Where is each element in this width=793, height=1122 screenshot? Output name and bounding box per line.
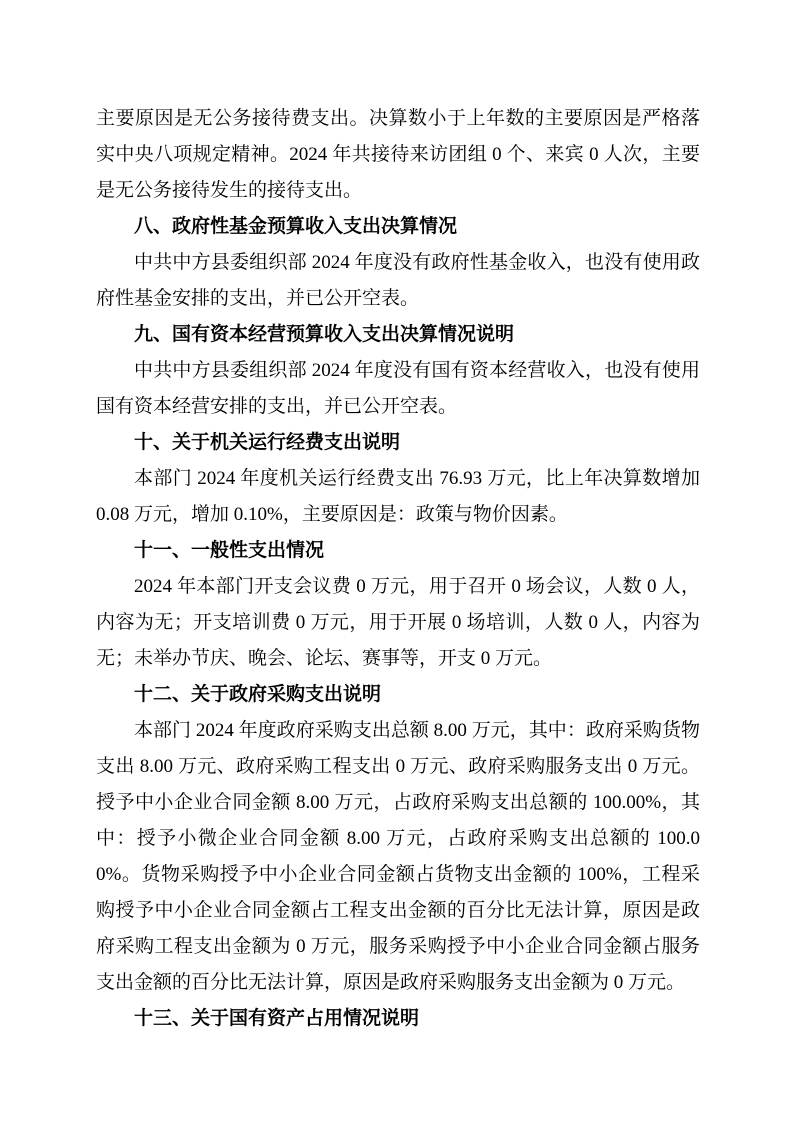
- heading-section-8-government-fund-budget: 八、政府性基金预算收入支出决算情况: [134, 216, 458, 237]
- heading-section-12-government-procurement: 十二、关于政府采购支出说明: [134, 684, 382, 705]
- paragraph-government-procurement: 本部门 2024 年度政府采购支出总额 8.00 万元，其中：政府采购货物支出 8.00 万元、政府采购工程支出 0 万元、政府采购服务支出 0 万元。授予中小企业合同金额 8.00 万元，占政府采购支出总额的 100.00%，其中：授予小微企业合同金额 8.00 万元，占政府采购支出总额的 100.00%。货物采购授予中小企业合同金额占货物支出金额的 100%，工程采购授予中小企业合同金额占工程支出金额的百分比无法计算，原因是政府采购工程支出金额为 0 万元，服务采购授予中小企业合同金额占服务支出金额的百分比无法计算，原因是政府采购服务支出金额为 0 万元。: [96, 720, 700, 993]
- paragraph-state-capital-operation-budget: 中共中方县委组织部 2024 年度没有国有资本经营收入，也没有使用国有资本经营安排的支出，并已公开空表。: [96, 360, 700, 417]
- heading-section-9-state-capital-operation-budget: 九、国有资本经营预算收入支出决算情况说明: [134, 324, 515, 345]
- heading-section-10-agency-operating-expenses: 十、关于机关运行经费支出说明: [134, 432, 401, 453]
- heading-section-13-state-owned-assets: 十三、关于国有资产占用情况说明: [134, 1008, 420, 1029]
- heading-section-11-general-expenditure: 十一、一般性支出情况: [134, 540, 325, 561]
- paragraph-agency-operating-expenses: 本部门 2024 年度机关运行经费支出 76.93 万元，比上年决算数增加 0.08 万元，增加 0.10%，主要原因是：政策与物价因素。: [96, 468, 700, 525]
- paragraph-government-fund-budget: 中共中方县委组织部 2024 年度没有政府性基金收入，也没有使用政府性基金安排的支出，并已公开空表。: [96, 252, 700, 309]
- paragraph-general-expenditure: 2024 年本部门开支会议费 0 万元，用于召开 0 场会议，人数 0 人，内容为无；开支培训费 0 万元，用于开展 0 场培训，人数 0 人，内容为无；未举办节庆、晚会、论坛、赛事等，开支 0 万元。: [96, 576, 700, 669]
- paragraph-official-reception-continued: 主要原因是无公务接待费支出。决算数小于上年数的主要原因是严格落实中央八项规定精神。2024 年共接待来访团组 0 个、来宾 0 人次，主要是无公务接待发生的接待支出。: [96, 108, 700, 201]
